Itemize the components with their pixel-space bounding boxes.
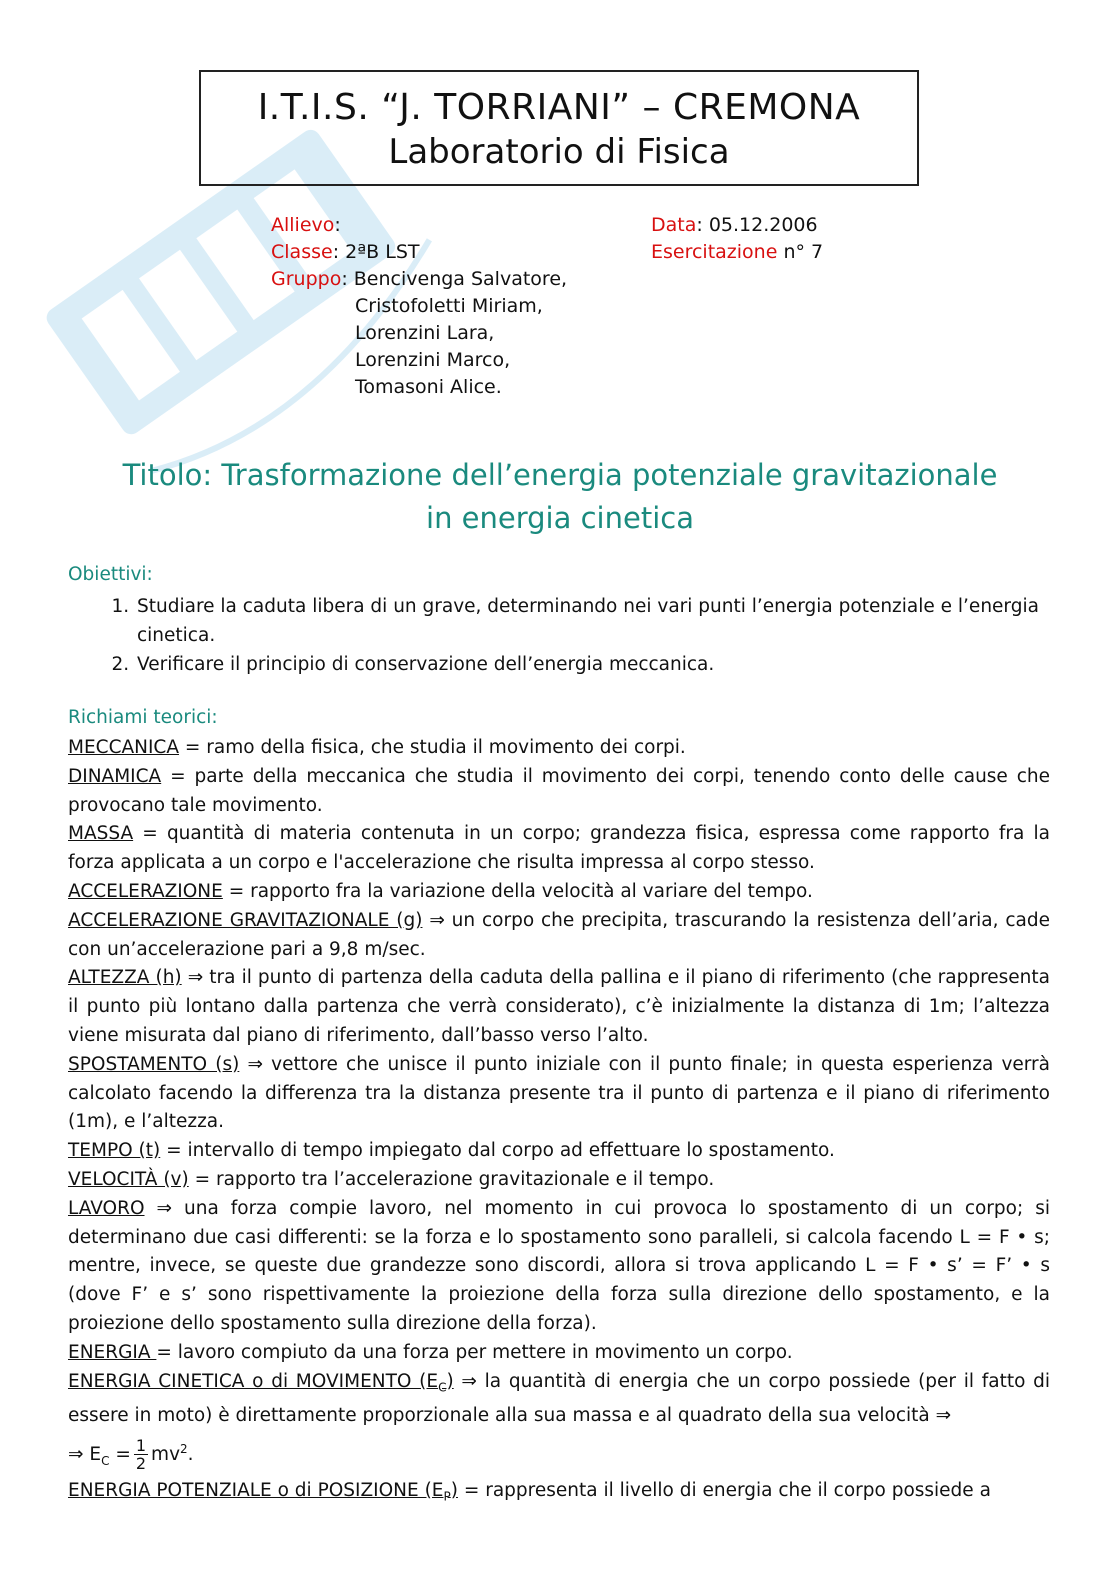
theory-entry-cinetica xyxy=(68,1368,1050,1431)
term: ACCELERAZIONE GRAVITAZIONALE (g) xyxy=(68,909,423,931)
theory-entry-potenziale xyxy=(68,1477,1050,1511)
term: VELOCITÀ (v) xyxy=(68,1168,189,1190)
definition: = rapporto tra l’accelerazione gravitazionale e il tempo. xyxy=(188,1168,715,1190)
school-name: I.T.I.S. “J. TORRIANI” – CREMONA xyxy=(257,87,861,128)
gruppo-member: : Bencivenga Salvatore, xyxy=(341,268,568,290)
theory-entry xyxy=(68,964,1050,1050)
document-title xyxy=(60,454,1060,540)
theory-entry xyxy=(68,1195,1050,1339)
theory-entry xyxy=(68,1339,1050,1368)
objective-item: 2. Verificare il principio di conservazione dell’energia meccanica. xyxy=(135,651,1050,680)
term: ENERGIA POTENZIALE o di POSIZIONE $(E_P)$ xyxy=(68,1480,458,1505)
term: ENERGIA xyxy=(68,1341,157,1363)
definition: ⇒ una forza compie lavoro, nel momento in cui provoca lo spostamento di un corpo; si determinano due casi differenti: se la forza e lo spostamento sono paralleli, si calcola facendo L = F • s; mentre, invece, se queste due grandezze sono discordi, allora si trova applicando L = F • s’ = F’ • s (dove F’ e s’ sono rispettivamente la proiezione della forza sulla direzione dello spostamento, e la proiezione dello spostamento sulla direzione della forza). xyxy=(68,1197,1050,1334)
theory-body xyxy=(68,734,1050,1512)
definition: = ramo della fisica, che studia il movimento dei corpi. xyxy=(179,737,686,758)
definition: = quantità di materia contenuta in un corpo; grandezza fisica, espressa come rapporto fra la forza applicata a un corpo e l'accelerazione che risulta impressa al corpo stesso. xyxy=(68,823,1050,874)
gruppo-label: Gruppo xyxy=(271,268,342,290)
definition: = lavoro compiuto da una forza per mettere in movimento un corpo. xyxy=(156,1341,793,1363)
definition: ⇒ vettore che unisce il punto iniziale con il punto finale; in questa esperienza verrà calcolato facendo la differenza tra la distanza presente tra il punto di partenza e il piano di riferimento (1m), e l’altezza. xyxy=(68,1053,1050,1133)
term: TEMPO (t) xyxy=(68,1140,161,1162)
objectives-heading: Obiettivi: xyxy=(68,564,153,585)
kinetic-energy-formula: ⇒ $E_C$ = $\frac{1}{2}$ $mv^2$. xyxy=(68,1436,194,1474)
term: MASSA xyxy=(68,823,134,845)
gruppo-member: Cristofoletti Miriam, xyxy=(355,295,543,317)
theory-entry xyxy=(68,907,1050,965)
gruppo-member: Lorenzini Lara, xyxy=(355,322,495,344)
theory-entry xyxy=(68,878,1050,907)
title-line-1: Titolo: Trasformazione dell’energia potenziale gravitazionale xyxy=(122,458,998,492)
definition: = intervallo di tempo impiegato dal corpo ad effettuare lo spostamento. xyxy=(160,1140,835,1162)
definition: ⇒ un corpo che precipita, trascurando la resistenza dell’aria, cade con un’accelerazione pari a 9,8 m/sec. xyxy=(68,909,1050,960)
objective-item: 1. Studiare la caduta libera di un grave, determinando nei vari punti l’energia potenziale e l’energia cinetica. xyxy=(135,593,1050,651)
classe-value: : 2ªB LST xyxy=(332,241,420,263)
header-box xyxy=(199,70,919,186)
info-student: Allievo: Classe: 2ªB LST Gruppo: Bencivenga Salvatore, Cristofoletti Miriam, Lorenzini Lara, Lorenzini Marco, Tomasoni Alice. xyxy=(271,212,567,401)
definition: ⇒ tra il punto di partenza della caduta della pallina e il piano di riferimento (che rappresenta il punto più lontano dalla partenza che verrà considerato), c’è inizialmente la distanza di 1m; l’altezza viene misurata dal piano di riferimento, dall’basso verso l’alto. xyxy=(68,967,1050,1046)
allievo-label: Allievo xyxy=(271,214,335,236)
theory-entry xyxy=(68,1166,1050,1195)
theory-entry xyxy=(68,1137,1050,1166)
theory-entry xyxy=(68,820,1050,878)
gruppo-member: Tomasoni Alice. xyxy=(355,376,502,398)
classe-label: Classe xyxy=(271,241,333,263)
theory-entry xyxy=(68,763,1050,821)
esercitazione-value: n° 7 xyxy=(777,241,824,263)
gruppo-member: Lorenzini Marco, xyxy=(355,349,511,371)
title-line-2: in energia cinetica xyxy=(426,501,694,535)
info-session xyxy=(651,212,823,266)
definition: = rappresenta il livello di energia che il corpo possiede a xyxy=(457,1480,991,1502)
definition: = rapporto fra la variazione della velocità al variare del tempo. xyxy=(222,880,813,902)
term: ENERGIA CINETICA o di MOVIMENTO $(E_C)$ xyxy=(68,1370,454,1395)
term: MECCANICA xyxy=(68,737,180,758)
definition: = parte della meccanica che studia il movimento dei corpi, tenendo conto delle cause che provocano tale movimento. xyxy=(68,765,1050,816)
term: ALTEZZA (h) xyxy=(68,967,182,989)
theory-heading: Richiami teorici: xyxy=(68,707,218,728)
theory-entry xyxy=(68,1051,1050,1137)
objectives-list xyxy=(68,593,1050,679)
term: SPOSTAMENTO (s) xyxy=(68,1053,240,1075)
data-value: : 05.12.2006 xyxy=(696,214,818,236)
term: DINAMICA xyxy=(68,765,162,787)
esercitazione-label: Esercitazione xyxy=(651,241,778,263)
theory-entry xyxy=(68,734,1050,763)
term: ACCELERAZIONE xyxy=(68,880,223,902)
definition: ⇒ la quantità di energia che un corpo possiede (per il fatto di essere in moto) è direttamente proporzionale alla sua massa e al quadrato della sua velocità ⇒ xyxy=(68,1370,1050,1427)
data-label: Data xyxy=(651,214,697,236)
fraction: $\frac{1}{2}$ xyxy=(135,1436,147,1474)
lab-name: Laboratorio di Fisica xyxy=(388,132,730,172)
term: LAVORO xyxy=(68,1197,145,1219)
